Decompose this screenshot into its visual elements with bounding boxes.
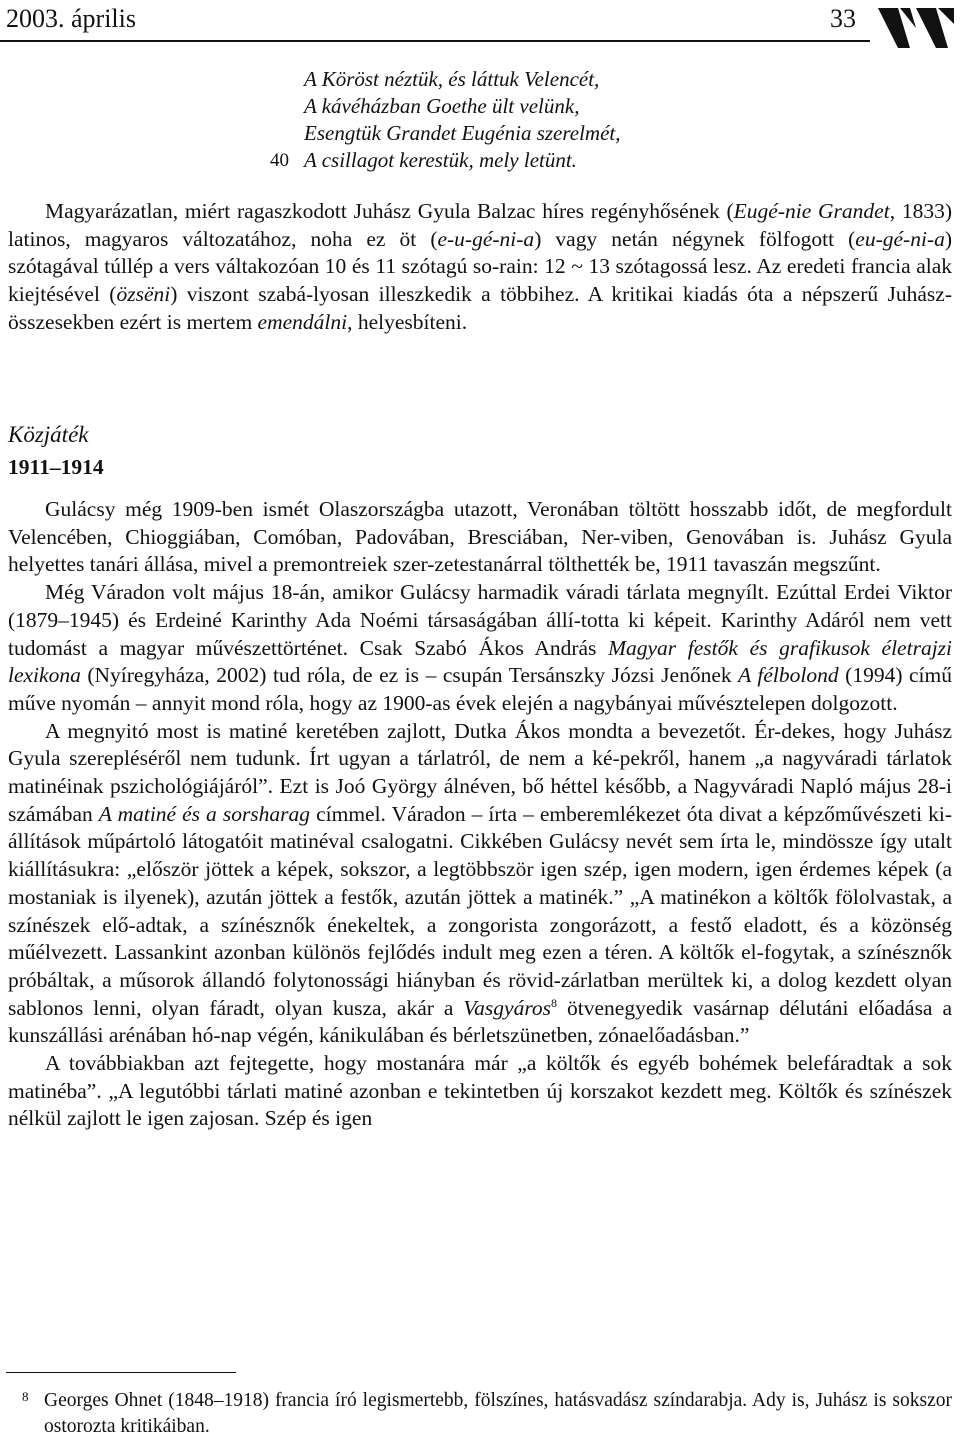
page-number: 33 — [830, 4, 856, 33]
paragraph-exhibition: Még Váradon volt május 18-án, amikor Gulácsy harmadik váradi tárlata megnyílt. Ezúttal Erdei Viktor (1879–1945) és Erdeiné Karinthy Ada Noémi társaságában állí-totta ki képeit. Karinthy Adáról nem vett tudomást a magyar művészettörténet. Csak Szabó Ákos András Magyar festők és grafikusok életrajzi lexikona (Nyíregyháza, 2002) tud róla, de ez is – csupán Tersánszky Józsi Jenőnek A félbolond (1994) című műve nyomán – annyit mond róla, hogy az 1900-as évek elején a nagybányai művésztelepen dolgozott. — [8, 580, 953, 715]
paragraph-explanation: Magyarázatlan, miért ragaszkodott Juhász Gyula Balzac híres regényhősének (Eugé-nie Grandet, 1833) latinos, magyaros változatához, noha ez öt (e-u-gé-ni-a) vagy netán négynek fölfogott (eu-gé-ni-a) szótagával túllép a vers váltakozóan 10 és 11 szótagú so-rain: 12 ~ 13 szótagossá lesz. Az eredeti francia alak kiejtésével (özsëni) viszont szabá-lyosan illeszkedik a többihez. A kritikai kiadás óta a népszerű Juhász-összesekben ezért is mertem emendálni, helyesbíteni. — [8, 199, 953, 334]
paragraph-matinee: A megnyitó most is matiné keretében zajlott, Dutka Ákos mondta a bevezetőt. Ér-dekes, hogy Juhász Gyula szerepléséről nem tudunk. Írt ugyan a tárlatról, de nem a ké-pekről, hanem „a nagyváradi tárlatok matinéinak pszichológiájáról”. Ezt is Joó György álnéven, bő héttel később, a Nagyváradi Napló május 28-i számában A matiné és a sorsharag címmel. Váradon – írta – emberemlékezet óta divat a képzőművészeti ki-állítások műpártoló látogatóit matinéval csalogatni. Cikkében Gulácsy nevét sem írta le, mindössze így utalt kiállításukra: „először jöttek a képek, sokszor, a legtöbbször igen szép, igen modern, igen érdemes képek (a mostaniak is ilyenek), azután jöttek a festők, azután jöttek a matinék.” „A matinékon a költők fölolvastak, a színészek elő-adtak, a színésznők énekeltek, a zongorista zongorázott, a festő eladott, és a közönség műélvezett. Lassankint azonban különös fejlődés indult meg ezen a téren. A költők el-fogytak, a színésznők próbáltak, a műsorok állandó folytonossági hiányban és rövid-zárlatban merültek ki, a dolog kezdett olyan sablonos lenni, olyan fáradt, olyan kusza, akár a Vasgyáros$^8$ ötvenegyedik vasárnap délutáni előadása a kunszállási arénában hó-nap végén, kánikulában és bérletszünetben, zónaelőadásban.” — [8, 718, 953, 1048]
poem-line: Esengtük Grandet Eugénia szerelmét, — [304, 121, 621, 145]
page-header — [0, 0, 960, 42]
footnote — [8, 1388, 952, 1440]
footnote-mark: 8 — [22, 1389, 29, 1404]
poem-line: A kávéházban Goethe ült velünk, — [304, 94, 580, 118]
poem-line: A Köröst néztük, és láttuk Velencét, — [304, 67, 600, 91]
header-date: 2003. április — [6, 4, 136, 33]
poem-line-number: 40 — [270, 150, 289, 171]
poem-line-text: A csillagot kerestük, mely letünt. — [304, 148, 577, 172]
header-rule — [0, 40, 870, 42]
poem-line-40 — [270, 147, 621, 174]
section-years: 1911–1914 — [8, 455, 104, 479]
paragraph-continuation: A továbbiakban azt fejtegette, hogy mostanára már „a költők és egyéb bohémek belefáradtak a sok matinéba”. „A legutóbbi tárlati matiné azonban e tekintetben új korszakot kezdett meg. Költők és színészek nélkül zajlott le igen zajosan. Szép és igen — [8, 1051, 952, 1131]
footnote-text: Georges Ohnet (1848–1918) francia író legismertebb, fölszínes, hatásvadász színdarabja. Ady is, Juhász is sokszor ostorozta kritikáiban. — [44, 1390, 952, 1437]
paragraph-gulacsy-travel: Gulácsy még 1909-ben ismét Olaszországba utazott, Veronában töltött hosszabb időt, de megfordult Velencében, Chioggiában, Comóban, Padovában, Bresciában, Ner-viben, Genovában is. Juhász Gyula helyettes tanári állása, mivel a premontreiek szer-zetestanárral tölthették be, 1911 tavaszán megszűnt. — [8, 497, 952, 577]
footnote-rule — [6, 1372, 236, 1373]
section-heading: Közjáték — [8, 422, 89, 447]
poem-quote — [270, 66, 621, 174]
body-text — [8, 496, 952, 1133]
journal-logo-icon — [876, 6, 956, 50]
footnote-reference: 8 — [551, 995, 558, 1010]
